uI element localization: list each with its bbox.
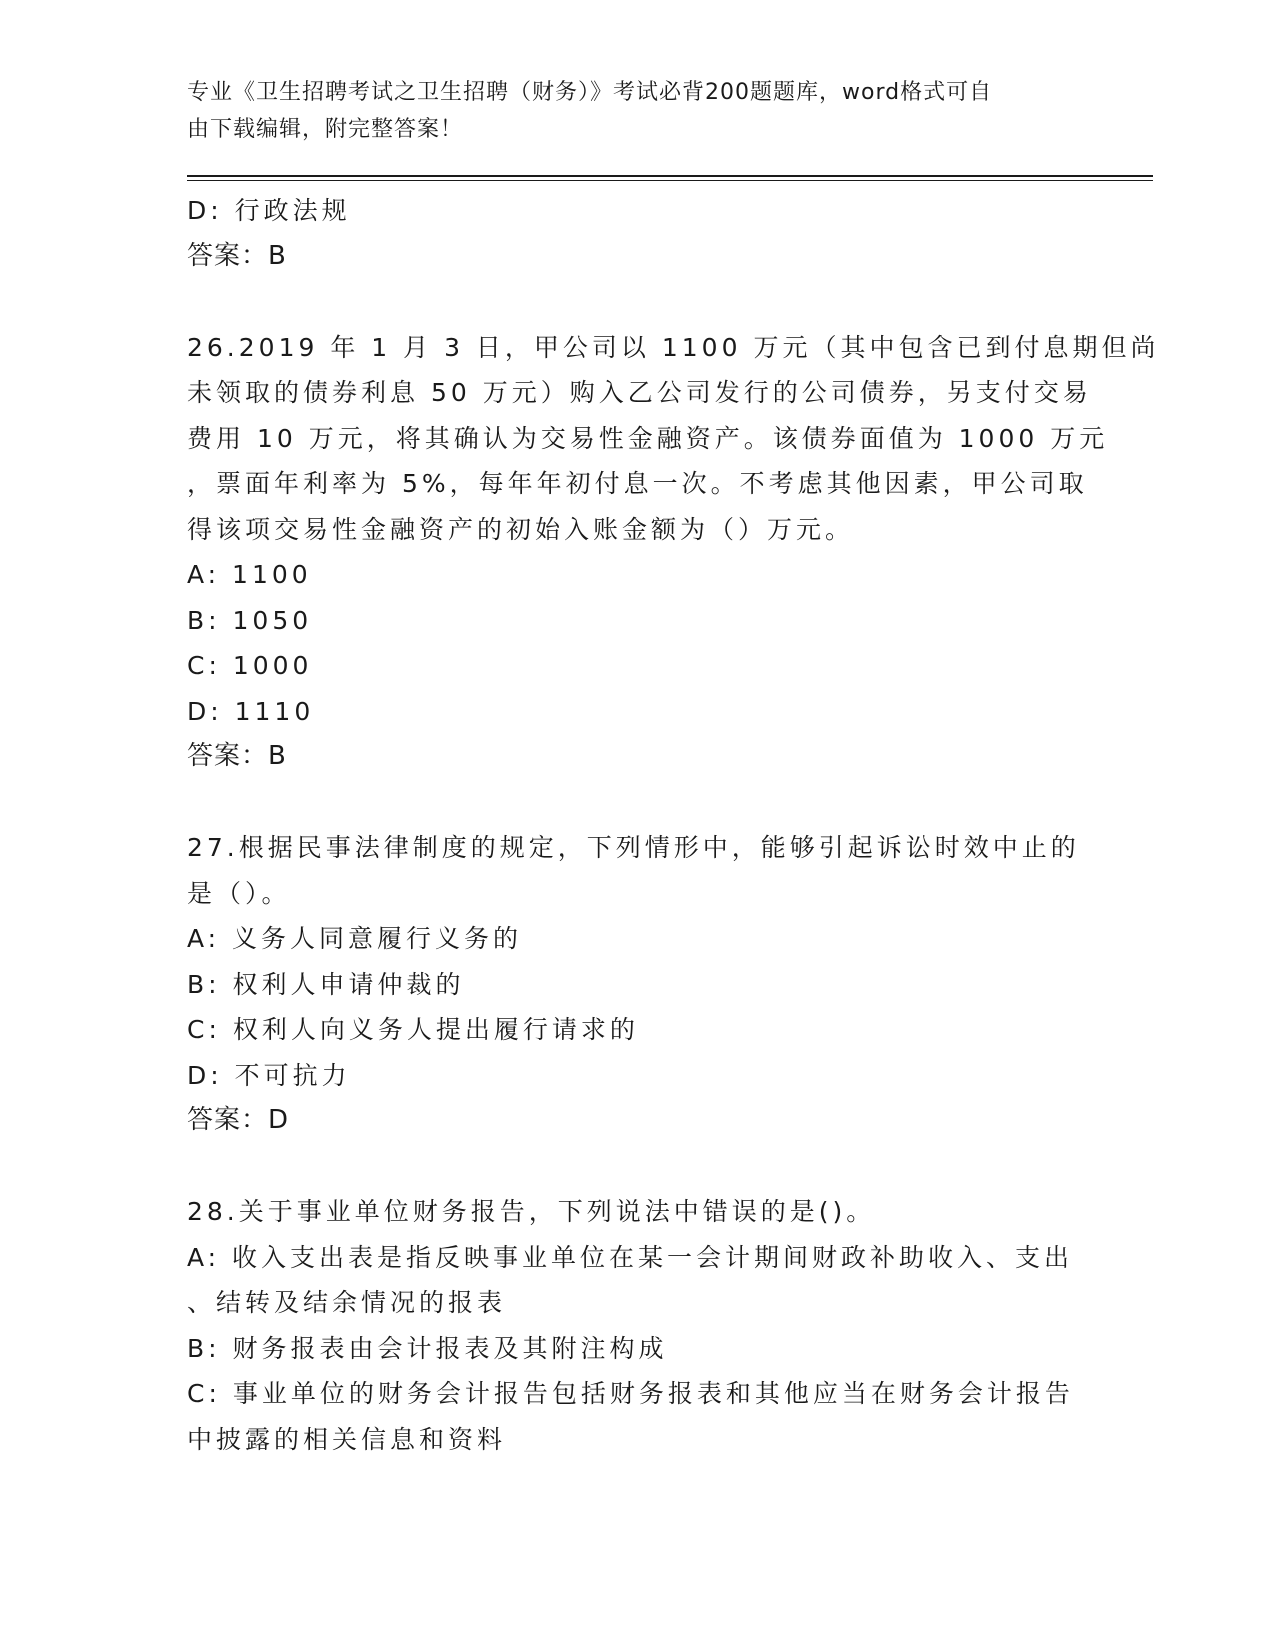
option-b: B: 财务报表由会计报表及其附注构成 [187,1333,668,1363]
question-stem-line: 26.2019 年 1 月 3 日，甲公司以 1100 万元（其中包含已到付息期但尚 [187,332,1160,362]
option-b: B: 1050 [187,605,313,635]
answer-label: 答案：B [187,741,287,771]
option-d: D: 不可抗力 [187,1060,351,1090]
option-a-line: 、结转及结余情况的报表 [187,1288,507,1317]
question-25-tail [187,188,1077,279]
option-a-line: A: 收入支出表是指反映事业单位在某一会计期间财政补助收入、支出 [187,1242,1074,1272]
option-c-line: C: 事业单位的财务会计报告包括财务报表和其他应当在财务会计报告 [187,1379,1074,1408]
header-divider-thin [187,180,1153,181]
question-stem-line: 费用 10 万元，将其确认为交易性金融资产。该债券面值为 1000 万元 [187,423,1109,453]
spacer [187,1144,1077,1190]
option-a: A: 义务人同意履行义务的 [187,924,523,953]
answer-label: 答案：B [187,240,287,271]
header-title-line-1: 专业《卫生招聘考试之卫生招聘（财务）》考试必背200题题库，word格式可自 [187,80,993,105]
question-stem-line: 未领取的债券利息 50 万元）购入乙公司发行的公司债券，另支付交易 [187,378,1092,407]
option-b: B: 权利人申请仲裁的 [187,969,465,999]
header-title-line-2: 由下载编辑，附完整答案！ [187,117,464,142]
answer-label: 答案：D [187,1105,290,1135]
option-c-line: 中披露的相关信息和资料 [187,1424,507,1454]
question-stem-line: 得该项交易性金融资产的初始入账金额为（）万元。 [187,514,855,544]
option-c: C: 权利人向义务人提出履行请求的 [187,1015,639,1044]
question-28 [187,1189,1077,1462]
question-stem-line: ，票面年利率为 5%，每年年初付息一次。不考虑其他因素，甲公司取 [187,469,1088,498]
spacer [187,279,1077,325]
page-header [187,74,1067,148]
question-stem-line: 28.关于事业单位财务报告，下列说法中错误的是()。 [187,1197,876,1226]
question-27 [187,825,1080,1144]
question-26 [187,325,1160,780]
option-d: D: 行政法规 [187,196,351,225]
option-d: D: 1110 [187,696,315,726]
header-divider-thick [187,175,1153,177]
option-a: A: 1100 [187,560,312,589]
question-list [187,188,1160,1462]
option-c: C: 1000 [187,651,313,680]
spacer [187,780,1077,826]
question-stem-line: 是（）。 [187,878,291,908]
question-stem-line: 27.根据民事法律制度的规定，下列情形中，能够引起诉讼时效中止的 [187,833,1080,862]
